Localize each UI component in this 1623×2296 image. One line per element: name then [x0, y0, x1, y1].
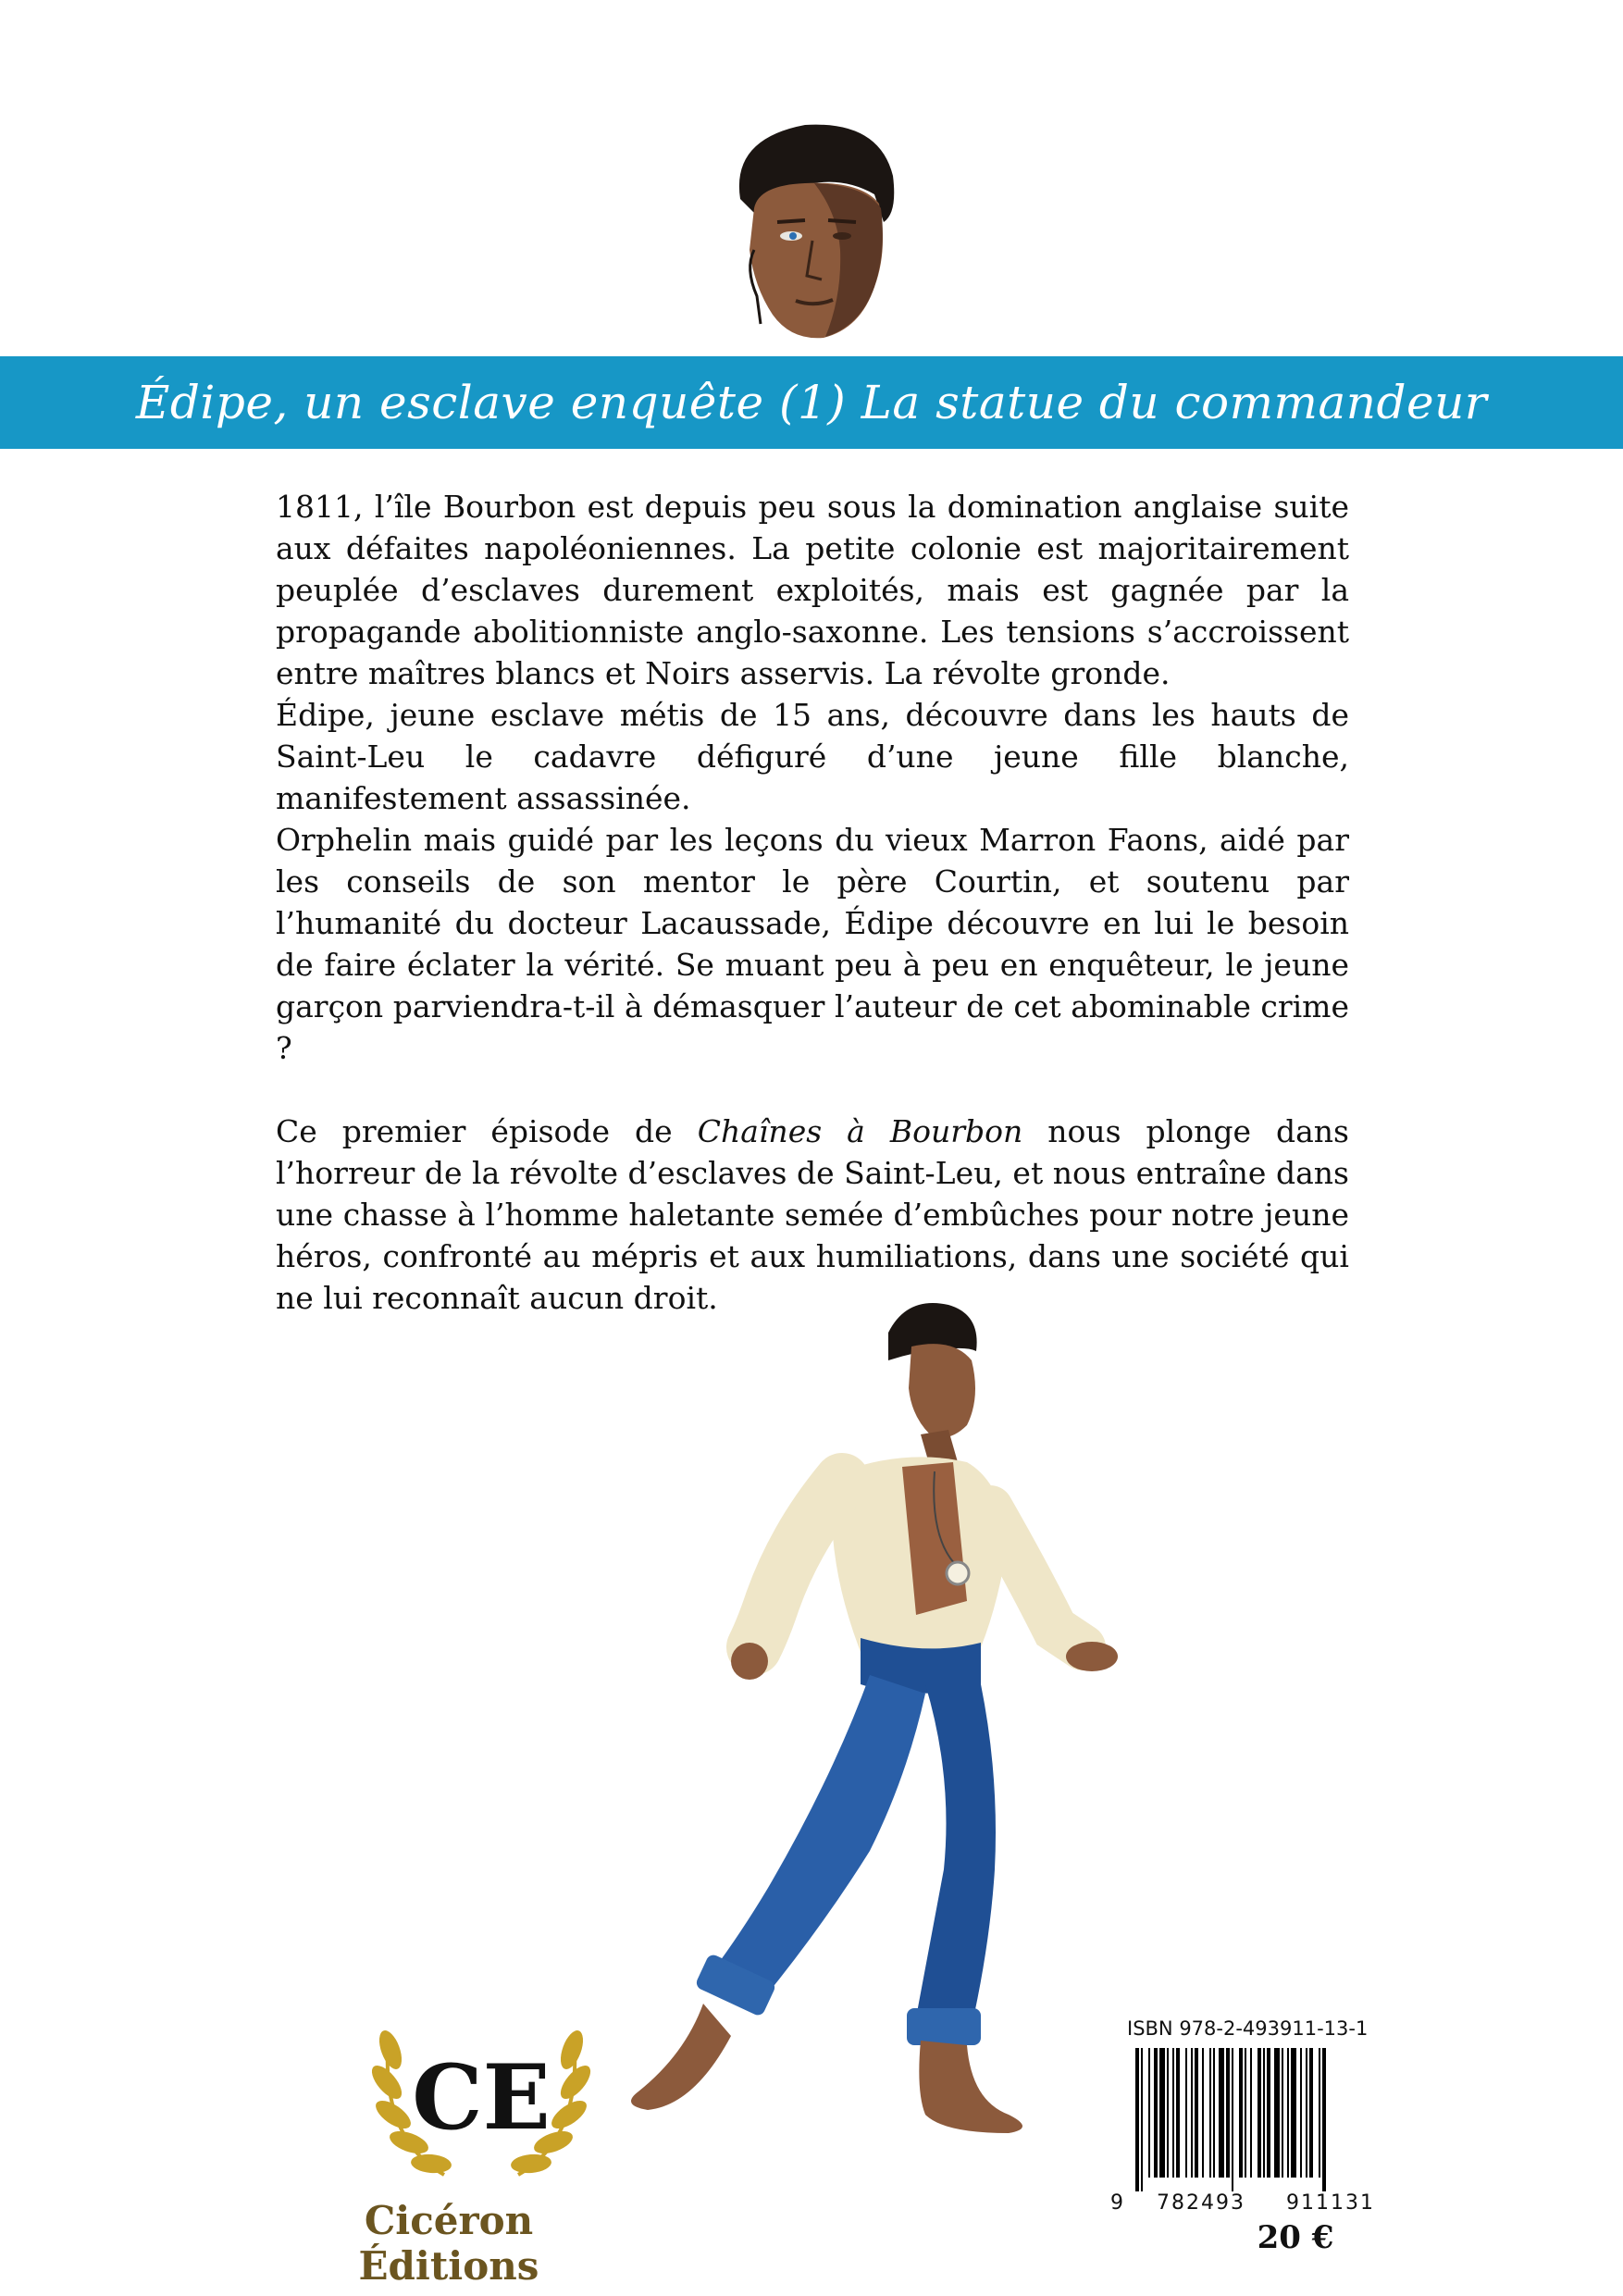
isbn-label: ISBN 978-2-493911-13-1	[1127, 2017, 1369, 2040]
blurb-paragraph-3: Orphelin mais guidé par les leçons du vieux Marron Faons, aidé par les conseils de son mentor le père Courtin, et soutenu par l’humanité du docteur Lacaussade, Édipe découvre en lui le besoin de faire éclater la vérité. Se muant peu à peu en enquêteur, le jeune garçon parviendra-t-il à démasquer l’auteur de cet abominable crime ?	[276, 822, 1349, 1066]
barcode-bar	[1258, 2048, 1261, 2178]
barcode-bar	[1306, 2048, 1307, 2178]
barcode-bar	[1141, 2048, 1143, 2191]
barcode-bar	[1282, 2048, 1283, 2178]
back-cover-blurb	[276, 486, 1349, 1319]
barcode-bar	[1263, 2048, 1265, 2178]
barcode-bar	[1159, 2048, 1165, 2178]
barcode-bar	[1232, 2048, 1233, 2191]
barcode-lead-digit: 9	[1110, 2191, 1123, 2215]
blurb-paragraph-1: 1811, l’île Bourbon est depuis peu sous la domination anglaise suite aux défaites napoléoniennes. La petite colonie est majoritairement peuplée d’esclaves durement exploités, mais est gagnée par la propagande abolitionniste anglo-saxonne. Les tensions s’accroissent entre maîtres blancs et Noirs asservis. La révolte gronde.	[276, 489, 1349, 691]
barcode-bar	[1219, 2048, 1224, 2178]
barcode-bar	[1319, 2048, 1320, 2178]
barcode-bar	[1191, 2048, 1193, 2178]
barcode-bar	[1209, 2048, 1211, 2178]
barcode-bar	[1287, 2048, 1289, 2178]
series-title: Chaînes à Bourbon	[697, 1113, 1023, 1149]
logo-monogram: CE	[412, 2045, 551, 2150]
title-band	[0, 356, 1623, 449]
barcode-bar	[1239, 2048, 1243, 2178]
barcode-bar	[1322, 2048, 1326, 2191]
walking-boy-illustration	[611, 1296, 1129, 2147]
barcode-bar	[1309, 2048, 1313, 2178]
barcode-bar	[1291, 2048, 1296, 2178]
barcode-bar	[1185, 2048, 1187, 2178]
barcode-bar	[1154, 2048, 1158, 2178]
barcode-bar	[1213, 2048, 1215, 2178]
blurb-paragraph-4	[276, 1111, 1349, 1319]
barcode-bar	[1195, 2048, 1198, 2178]
character-head-illustration	[703, 111, 916, 352]
publisher-logo	[342, 1980, 620, 2203]
blurb-p4-start: Ce premier épisode de	[276, 1113, 698, 1149]
barcode-bar	[1172, 2048, 1174, 2178]
blurb-paragraph-2: Édipe, jeune esclave métis de 15 ans, découvre dans les hauts de Saint-Leu le cadavre défiguré d’une jeune fille blanche, manifestement assassinée.	[276, 697, 1349, 816]
barcode-icon	[1124, 2048, 1393, 2191]
blurb-p4-end: nous plonge dans l’horreur de la révolte d’esclaves de Saint-Leu, et nous entraîne dans une chasse à l’homme haletante semée d’embûches pour notre jeune héros, confronté au mépris et aux humiliations, dans une société qui ne lui reconnaît aucun droit.	[276, 1113, 1349, 1316]
book-title: Édipe, un esclave enquête (1) La statue du commandeur	[135, 376, 1488, 429]
barcode-bar	[1176, 2048, 1180, 2178]
barcode-bar	[1167, 2048, 1169, 2178]
barcode-group-1: 782493	[1157, 2191, 1245, 2215]
barcode-bar	[1226, 2048, 1230, 2178]
barcode-group-2: 911131	[1286, 2191, 1375, 2215]
barcode-bar	[1274, 2048, 1280, 2178]
barcode-bar	[1202, 2048, 1204, 2178]
barcode-bar	[1245, 2048, 1246, 2178]
barcode-bar	[1300, 2048, 1302, 2178]
barcode-bar	[1148, 2048, 1150, 2178]
barcode-bar	[1135, 2048, 1139, 2191]
barcode-bar	[1267, 2048, 1270, 2178]
barcode-digits	[1110, 2191, 1397, 2215]
barcode-bar	[1250, 2048, 1252, 2178]
publisher-name: Cicéron Éditions	[358, 2198, 539, 2289]
price: 20 €	[1257, 2219, 1334, 2256]
